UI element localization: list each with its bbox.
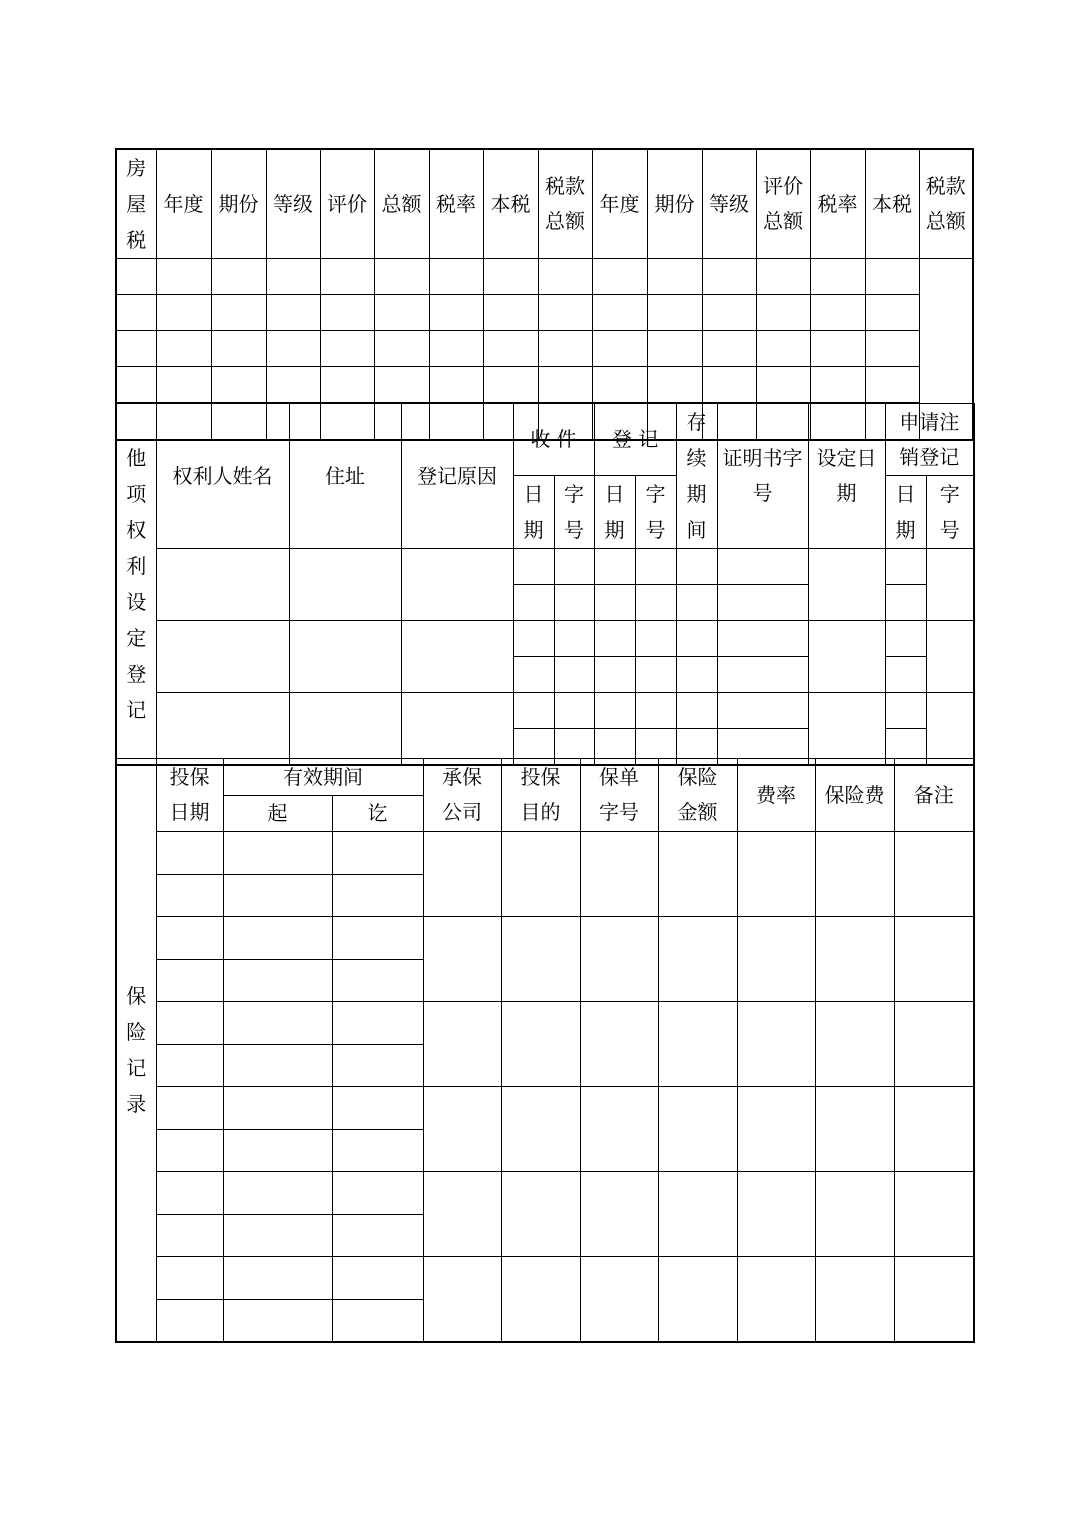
company-cell xyxy=(423,1257,501,1342)
premium-cell xyxy=(815,917,894,1002)
start-header: 起 xyxy=(223,796,332,832)
policy-no-cell xyxy=(580,1002,658,1087)
table-cell xyxy=(756,331,810,367)
policy-no-cell xyxy=(580,1257,658,1342)
cancel-date-cell xyxy=(885,657,926,693)
premium-cell xyxy=(815,1172,894,1257)
start-cell xyxy=(223,1257,332,1300)
table-cell xyxy=(810,331,865,367)
company-cell xyxy=(423,917,501,1002)
remarks-header: 备注 xyxy=(894,759,974,832)
table-cell xyxy=(483,259,538,295)
table-cell xyxy=(592,331,647,367)
table-cell xyxy=(810,295,865,331)
table-cell xyxy=(156,295,211,331)
table-cell xyxy=(647,367,702,403)
table-row xyxy=(116,549,974,585)
table-row xyxy=(116,367,973,403)
insurance-table xyxy=(115,758,975,1343)
table-row xyxy=(116,295,973,331)
tax-header-cell: 评价 xyxy=(320,149,374,259)
object-cell xyxy=(501,1172,580,1257)
table-cell xyxy=(810,259,865,295)
set-date-header: 设定日期 xyxy=(808,404,885,549)
registration-number-cell xyxy=(635,585,676,621)
table-row xyxy=(116,621,974,657)
rate-cell xyxy=(737,1087,815,1172)
start-cell xyxy=(223,1045,332,1087)
reason-cell xyxy=(401,549,513,621)
cancel-date-cell xyxy=(885,693,926,729)
insure-date-cell xyxy=(156,1087,223,1130)
table-cell xyxy=(865,259,919,295)
registration-number-cell xyxy=(635,693,676,729)
receipt-number-header: 字号 xyxy=(554,476,594,549)
start-cell xyxy=(223,1215,332,1257)
address-cell xyxy=(289,549,401,621)
cancel-date-cell xyxy=(885,549,926,585)
table-cell xyxy=(483,367,538,403)
table-cell xyxy=(429,295,483,331)
table-cell xyxy=(116,331,156,367)
table-cell xyxy=(266,331,320,367)
registration-number-header: 字号 xyxy=(635,476,676,549)
tax-header-cell: 总额 xyxy=(374,149,429,259)
start-cell xyxy=(223,1172,332,1215)
table-cell xyxy=(702,295,756,331)
company-cell xyxy=(423,832,501,917)
registration-date-cell xyxy=(594,621,635,657)
object-cell xyxy=(501,1257,580,1342)
registration-date-cell xyxy=(594,657,635,693)
set-date-cell xyxy=(808,549,885,621)
tax-header-cell: 评价总额 xyxy=(756,149,810,259)
company-cell xyxy=(423,1087,501,1172)
receipt-date-cell xyxy=(513,585,554,621)
company-header: 承保公司 xyxy=(423,759,501,832)
insure-date-cell xyxy=(156,1172,223,1215)
table-cell xyxy=(156,331,211,367)
holder-name-cell xyxy=(156,621,289,693)
tax-header-cell: 期份 xyxy=(211,149,266,259)
table-cell xyxy=(429,331,483,367)
tax-header-cell: 年度 xyxy=(592,149,647,259)
table-cell xyxy=(756,259,810,295)
table-cell xyxy=(756,295,810,331)
cancel-date-header: 日期 xyxy=(885,476,926,549)
table-cell xyxy=(647,259,702,295)
cancel-number-cell xyxy=(926,693,974,765)
table-row xyxy=(116,832,974,875)
end-cell xyxy=(332,960,423,1002)
table-row xyxy=(116,1087,974,1130)
table-row xyxy=(116,1172,974,1215)
table-cell xyxy=(538,295,592,331)
table-cell xyxy=(810,367,865,403)
cancel-date-cell xyxy=(885,621,926,657)
address-cell xyxy=(289,621,401,693)
start-cell xyxy=(223,832,332,875)
certificate-no-cell xyxy=(717,621,808,657)
insure-date-cell xyxy=(156,1002,223,1045)
reason-cell xyxy=(401,621,513,693)
section-title: 房屋税 xyxy=(126,156,147,252)
registration-number-cell xyxy=(635,549,676,585)
insure-date-header: 投保日期 xyxy=(156,759,223,832)
table-cell xyxy=(156,259,211,295)
table-row xyxy=(116,1002,974,1045)
set-date-cell xyxy=(808,621,885,693)
term-cell xyxy=(676,657,717,693)
registration-date-cell xyxy=(594,585,635,621)
term-header: 存续期间 xyxy=(676,404,717,549)
table-cell xyxy=(211,367,266,403)
receipt-header: 收 件 xyxy=(513,404,594,476)
section-title: 保险记录 xyxy=(126,983,147,1116)
policy-no-cell xyxy=(580,1087,658,1172)
insurance-header-row xyxy=(116,759,974,796)
table-cell xyxy=(374,295,429,331)
cancel-number-cell xyxy=(926,621,974,693)
premium-cell xyxy=(815,1087,894,1172)
table-cell xyxy=(320,259,374,295)
table-row xyxy=(116,1257,974,1300)
amount-cell xyxy=(658,1002,737,1087)
registration-date-header: 日期 xyxy=(594,476,635,549)
table-row xyxy=(116,693,974,729)
table-cell xyxy=(592,367,647,403)
end-cell xyxy=(332,1215,423,1257)
table-cell xyxy=(116,367,156,403)
receipt-number-cell xyxy=(554,585,594,621)
remarks-cell xyxy=(894,1257,974,1342)
reason-header: 登记原因 xyxy=(401,404,513,549)
end-cell xyxy=(332,1172,423,1215)
table-cell xyxy=(116,295,156,331)
table-cell xyxy=(647,331,702,367)
registration-date-cell xyxy=(594,549,635,585)
certificate-no-cell xyxy=(717,657,808,693)
insure-date-cell xyxy=(156,832,223,875)
table-cell xyxy=(538,331,592,367)
term-cell xyxy=(676,585,717,621)
receipt-date-header: 日期 xyxy=(513,476,554,549)
receipt-date-cell xyxy=(513,693,554,729)
premium-cell xyxy=(815,1002,894,1087)
tax-header-row xyxy=(116,149,973,259)
premium-cell xyxy=(815,832,894,917)
address-header: 住址 xyxy=(289,404,401,549)
table-cell xyxy=(374,367,429,403)
cancel-number-cell xyxy=(926,549,974,621)
tax-header-cell: 期份 xyxy=(647,149,702,259)
term-cell xyxy=(676,621,717,657)
valid-period-header: 有效期间 xyxy=(223,759,423,796)
table-cell xyxy=(320,367,374,403)
end-cell xyxy=(332,875,423,917)
policy-no-cell xyxy=(580,917,658,1002)
tax-header-cell: 税款总额 xyxy=(538,149,592,259)
end-cell xyxy=(332,1002,423,1045)
holder-name-cell xyxy=(156,693,289,765)
receipt-number-cell xyxy=(554,657,594,693)
insure-date-cell xyxy=(156,960,223,1002)
table-cell xyxy=(483,295,538,331)
tax-header-cell: 等级 xyxy=(266,149,320,259)
receipt-number-cell xyxy=(554,549,594,585)
table-cell xyxy=(266,367,320,403)
table-row xyxy=(116,331,973,367)
amount-cell xyxy=(658,1087,737,1172)
certificate-no-cell xyxy=(717,549,808,585)
table-cell xyxy=(592,259,647,295)
start-cell xyxy=(223,875,332,917)
end-cell xyxy=(332,1257,423,1300)
table-cell xyxy=(538,259,592,295)
table-cell xyxy=(266,295,320,331)
table-cell xyxy=(538,367,592,403)
start-cell xyxy=(223,1002,332,1045)
object-cell xyxy=(501,832,580,917)
receipt-date-cell xyxy=(513,657,554,693)
address-cell xyxy=(289,693,401,765)
other-rights-label xyxy=(116,404,156,765)
start-cell xyxy=(223,917,332,960)
table-cell xyxy=(320,331,374,367)
receipt-number-cell xyxy=(554,621,594,657)
registration-number-cell xyxy=(635,621,676,657)
end-cell xyxy=(332,1300,423,1342)
start-cell xyxy=(223,1300,332,1342)
table-cell xyxy=(865,367,919,403)
end-cell xyxy=(332,917,423,960)
object-cell xyxy=(501,1087,580,1172)
term-cell xyxy=(676,549,717,585)
table-cell xyxy=(374,259,429,295)
registration-number-cell xyxy=(635,657,676,693)
table-cell xyxy=(211,295,266,331)
table-cell xyxy=(483,331,538,367)
premium-cell xyxy=(815,1257,894,1342)
remarks-cell xyxy=(894,917,974,1002)
end-cell xyxy=(332,832,423,875)
rate-cell xyxy=(737,1257,815,1342)
object-cell xyxy=(501,1002,580,1087)
holder-name-cell xyxy=(156,549,289,621)
table-cell xyxy=(320,295,374,331)
insurance-label xyxy=(116,759,156,1342)
cancel-date-cell xyxy=(885,585,926,621)
amount-cell xyxy=(658,832,737,917)
company-cell xyxy=(423,1172,501,1257)
rate-cell xyxy=(737,832,815,917)
company-cell xyxy=(423,1002,501,1087)
table-cell xyxy=(702,259,756,295)
policy-no-cell xyxy=(580,1172,658,1257)
reason-cell xyxy=(401,693,513,765)
table-cell xyxy=(647,295,702,331)
certificate-no-header: 证明书字号 xyxy=(717,404,808,549)
insure-date-cell xyxy=(156,1300,223,1342)
table-cell xyxy=(756,367,810,403)
table-row xyxy=(116,259,973,295)
house-tax-label xyxy=(116,149,156,259)
insure-date-cell xyxy=(156,1130,223,1172)
object-header: 投保目的 xyxy=(501,759,580,832)
start-cell xyxy=(223,960,332,1002)
registration-date-cell xyxy=(594,693,635,729)
policy-no-header: 保单字号 xyxy=(580,759,658,832)
tax-header-cell: 本税 xyxy=(865,149,919,259)
tax-header-cell: 税率 xyxy=(429,149,483,259)
table-cell xyxy=(266,259,320,295)
table-cell xyxy=(865,331,919,367)
insure-date-cell xyxy=(156,917,223,960)
table-cell xyxy=(429,259,483,295)
holder-name-header: 权利人姓名 xyxy=(156,404,289,549)
remarks-cell xyxy=(894,832,974,917)
insure-date-cell xyxy=(156,1215,223,1257)
certificate-no-cell xyxy=(717,693,808,729)
tax-header-cell: 年度 xyxy=(156,149,211,259)
tax-header-cell: 本税 xyxy=(483,149,538,259)
set-date-cell xyxy=(808,693,885,765)
insure-date-cell xyxy=(156,1257,223,1300)
table-cell xyxy=(156,367,211,403)
rights-header-row xyxy=(116,404,974,476)
receipt-number-cell xyxy=(554,693,594,729)
certificate-no-cell xyxy=(717,585,808,621)
table-cell xyxy=(211,259,266,295)
amount-header: 保险金额 xyxy=(658,759,737,832)
cancel-number-header: 字号 xyxy=(926,476,974,549)
tax-header-cell: 税率 xyxy=(810,149,865,259)
receipt-date-cell xyxy=(513,621,554,657)
table-cell xyxy=(702,331,756,367)
remarks-cell xyxy=(894,1002,974,1087)
rate-cell xyxy=(737,917,815,1002)
section-title: 他项权利设定登记 xyxy=(126,445,147,722)
rate-cell xyxy=(737,1172,815,1257)
end-cell xyxy=(332,1045,423,1087)
remarks-cell xyxy=(894,1172,974,1257)
other-rights-table xyxy=(115,403,975,766)
registration-header: 登 记 xyxy=(594,404,676,476)
term-cell xyxy=(676,693,717,729)
end-header: 讫 xyxy=(332,796,423,832)
premium-header: 保险费 xyxy=(815,759,894,832)
cancel-header: 申请注销登记 xyxy=(885,404,974,476)
start-cell xyxy=(223,1130,332,1172)
rate-header: 费率 xyxy=(737,759,815,832)
tax-header-cell: 税款总额 xyxy=(919,149,973,259)
table-cell xyxy=(116,259,156,295)
tax-header-cell: 等级 xyxy=(702,149,756,259)
receipt-date-cell xyxy=(513,549,554,585)
start-cell xyxy=(223,1087,332,1130)
table-cell xyxy=(865,295,919,331)
table-cell xyxy=(592,295,647,331)
table-cell xyxy=(702,367,756,403)
insure-date-cell xyxy=(156,875,223,917)
table-cell xyxy=(429,367,483,403)
end-cell xyxy=(332,1130,423,1172)
remarks-cell xyxy=(894,1087,974,1172)
policy-no-cell xyxy=(580,832,658,917)
house-tax-table xyxy=(115,148,974,441)
table-cell xyxy=(374,331,429,367)
rate-cell xyxy=(737,1002,815,1087)
object-cell xyxy=(501,917,580,1002)
insure-date-cell xyxy=(156,1045,223,1087)
table-cell xyxy=(211,331,266,367)
amount-cell xyxy=(658,917,737,1002)
table-row xyxy=(116,917,974,960)
amount-cell xyxy=(658,1257,737,1342)
amount-cell xyxy=(658,1172,737,1257)
end-cell xyxy=(332,1087,423,1130)
